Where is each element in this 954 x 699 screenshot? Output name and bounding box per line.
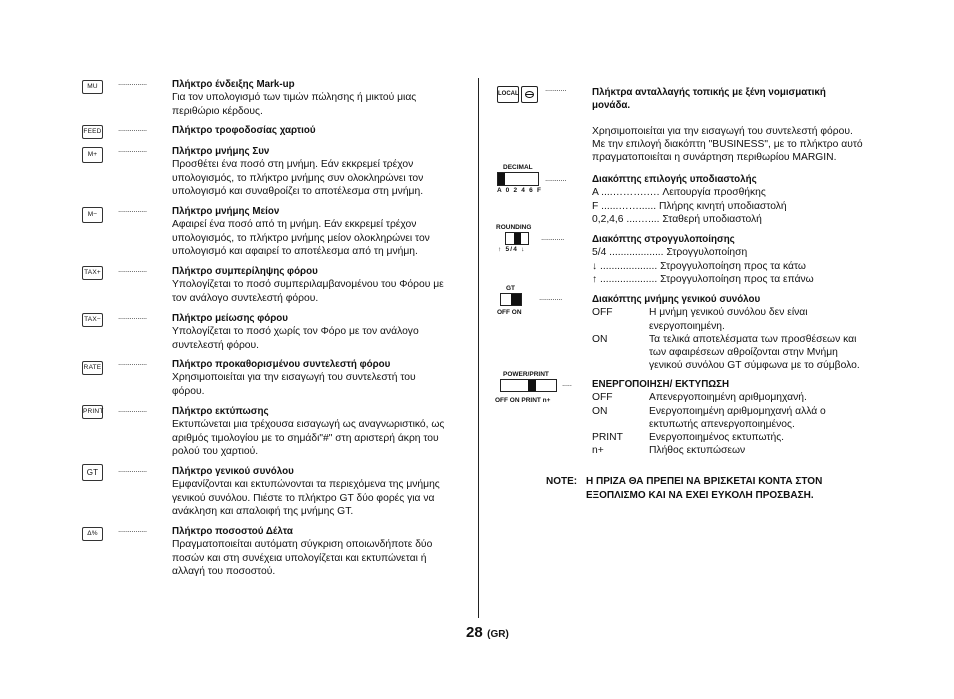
leader-dots: ............... bbox=[118, 124, 147, 133]
power-row: n+ Πλήθος εκτυπώσεων bbox=[592, 445, 746, 457]
entry-tax-plus bbox=[172, 265, 472, 305]
mu-key-icon: MU bbox=[82, 80, 103, 94]
arrow-down-icon: ↓ bbox=[521, 246, 526, 253]
entry-title: Πλήκτρο τροφοδοσίας χαρτιού bbox=[172, 125, 316, 136]
leader-dots: ............... bbox=[118, 465, 147, 474]
entry-desc: Εμφανίζονται και εκτυπώνονται τα περιεχόμενα της μνήμης γενικού συνόλου. Πιέστε το πλήκτρο GT δύο φορές για να ανάκληση και απαλοιφή της μνήμης GT. bbox=[172, 479, 440, 517]
entry-title: Πλήκτρο γενικού συνόλου bbox=[172, 466, 294, 477]
entry-feed bbox=[172, 124, 472, 137]
leader-dots: ............... bbox=[118, 265, 147, 274]
rounding-switch-knob bbox=[514, 233, 521, 244]
rounding-switch-icon bbox=[505, 232, 529, 245]
gt-switch-ticks: OFF ON bbox=[497, 309, 522, 316]
gt-switch-knob bbox=[511, 294, 521, 305]
note-text: Η ΠΡΙΖΑ ΘΑ ΠΡΕΠΕΙ ΝΑ ΒΡΙΣΚΕΤΑΙ ΚΟΝΤΑ ΣΤΟΝ ΕΞΟΠΛΙΣΜΟ ΚΑΙ ΝΑ ΕΧΕΙ ΕΥΚΟΛΗ ΠΡΟΣΒΑΣΗ. bbox=[586, 476, 823, 501]
entry-title: Διακόπτης επιλογής υποδιαστολής bbox=[592, 174, 757, 185]
page-number bbox=[466, 624, 509, 642]
entry-desc: Χρησιμοποιείται για την εισαγωγή του συντελεστή του φόρου. bbox=[172, 372, 416, 397]
entry-tax-minus bbox=[172, 312, 472, 352]
column-divider bbox=[478, 78, 479, 618]
delta-percent-key-icon: Δ% bbox=[82, 527, 103, 541]
entry-desc: Υπολογίζεται το ποσό χωρίς τον Φόρο με τον ανάλογο συντελεστή φόρου. bbox=[172, 326, 419, 351]
gt-switch-label: GT bbox=[506, 285, 516, 292]
entry-title: Πλήκτρο ένδειξης Mark-up bbox=[172, 79, 295, 90]
decimal-row: 0,2,4,6 ....….... Σταθερή υποδιαστολή bbox=[592, 213, 762, 225]
decimal-switch-knob bbox=[498, 173, 505, 185]
power-row: PRINT Ενεργοποιημένος εκτυπωτής. bbox=[592, 432, 785, 444]
entry-desc: Αφαιρεί ένα ποσό από τη μνήμη. Εάν εκκρεμεί τρέχον υπολογισμός, το πλήκτρο μνήμης μείον ολοκληρώνει τον υπολογισμό και αφαιρεί το αποτέλεσμα από τη μνήμη. bbox=[172, 219, 430, 257]
tax-plus-key-icon: TAX+ bbox=[82, 266, 103, 280]
m-minus-key-icon: M− bbox=[82, 207, 103, 223]
entry-mu bbox=[172, 78, 472, 118]
leader-dots: ............... bbox=[118, 358, 147, 367]
m-plus-key-icon: M+ bbox=[82, 147, 103, 163]
leader-dots: ............... bbox=[118, 78, 147, 87]
rate-key-icon: RATE bbox=[82, 361, 103, 375]
entry-title: Πλήκτρο μείωσης φόρου bbox=[172, 313, 288, 324]
rounding-switch-ticks: ↑ 5/4 ↓ bbox=[498, 246, 526, 253]
note-label: NOTE: bbox=[546, 476, 578, 487]
entry-local-foreign bbox=[592, 86, 892, 164]
power-print-switch-icon bbox=[500, 379, 557, 392]
entry-gt bbox=[172, 465, 472, 518]
leader-dots: ..... bbox=[562, 379, 572, 388]
leader-dots: ........... bbox=[545, 174, 567, 183]
local-key-icon: LOCAL bbox=[497, 86, 519, 103]
entry-title: ΕΝΕΡΓΟΠΟΙΗΣΗ/ ΕΚΤΥΠΩΣΗ bbox=[592, 379, 730, 390]
entry-title: Πλήκτρο μνήμης Συν bbox=[172, 146, 270, 157]
tax-minus-key-icon: TAX− bbox=[82, 313, 103, 327]
entry-title: Διακόπτης μνήμης γενικού συνόλου bbox=[592, 294, 761, 305]
decimal-switch-icon bbox=[497, 172, 539, 186]
rounding-switch-label: ROUNDING bbox=[496, 224, 532, 231]
gt-row: OFF Η μνήμη γενικού συνόλου δεν είναι ενεργοποιημένη. bbox=[592, 307, 808, 332]
gt-key-icon: GT bbox=[82, 464, 103, 481]
leader-dots: ............... bbox=[118, 405, 147, 414]
entry-gt-switch bbox=[592, 293, 892, 373]
power-print-switch-knob bbox=[528, 380, 536, 391]
page-number-suffix: (GR) bbox=[487, 629, 509, 640]
leader-dots: ........... bbox=[545, 84, 567, 93]
decimal-switch-label: DECIMAL bbox=[503, 164, 533, 171]
entry-title: Πλήκτρο συμπερίληψης φόρου bbox=[172, 266, 318, 277]
power-print-switch-label: POWER/PRINT bbox=[503, 371, 549, 378]
entry-desc: Πραγματοποιείται αυτόματη σύγκριση οποιωνδήποτε δύο ποσών και στη συνέχεια υπολογίζεται και εκτυπώνεται ή αλλαγή του ποσοστού. bbox=[172, 539, 433, 577]
leader-dots: ............... bbox=[118, 525, 147, 534]
gt-switch-icon bbox=[500, 293, 522, 306]
entry-rounding bbox=[592, 233, 892, 286]
entry-power-print bbox=[592, 378, 892, 458]
gt-row: ON Τα τελικά αποτελέσματα των προσθέσεων και των αφαιρέσεων αθροίζονται στην Μνήμη γενικού συνόλου GT σύμφωνα με το σύμβολο. bbox=[592, 333, 860, 372]
power-print-switch-ticks: OFF ON PRINT n+ bbox=[495, 397, 551, 404]
leader-dots: ............... bbox=[118, 145, 147, 154]
rounding-row: 5/4 ................... Στρογγυλοποίηση bbox=[592, 247, 748, 259]
leader-dots: ............... bbox=[118, 312, 147, 321]
page-number-value: 28 bbox=[466, 624, 483, 641]
entry-title: Πλήκτρα ανταλλαγής τοπικής με ξένη νομισματική μονάδα. bbox=[592, 87, 826, 112]
entry-m-minus bbox=[172, 205, 472, 258]
entry-decimal bbox=[592, 173, 892, 226]
entry-desc: Εκτυπώνεται μια τρέχουσα εισαγωγή ως αναγνωριστικό, ως αριθμός τιμολογίου με το σημάδι"#" στη αριστερή άκρη του ρολού του χαρτιού. bbox=[172, 419, 445, 457]
entry-desc: Χρησιμοποιείται για την εισαγωγή του συντελεστή φόρου. Με την επιλογή διακόπτη "BUSINESS", με το πλήκτρο αυτό πραγματοποιείται η συνάρτηση περιθωρίου MARGIN. bbox=[592, 125, 863, 164]
entry-title: Πλήκτρο προκαθορισμένου συντελεστή φόρου bbox=[172, 359, 391, 370]
entry-m-plus bbox=[172, 145, 472, 198]
leader-dots: ............... bbox=[118, 205, 147, 214]
entry-desc: Για τον υπολογισμό των τιμών πώλησης ή μικτού μιας περιθώριο κέρδους. bbox=[172, 92, 417, 117]
leader-dots: ............ bbox=[539, 293, 563, 302]
entry-rate bbox=[172, 358, 472, 398]
decimal-switch-ticks: A 0 2 4 6 F bbox=[497, 187, 543, 194]
entry-print bbox=[172, 405, 472, 458]
print-key-icon: PRINT bbox=[82, 405, 103, 419]
entry-desc: Προσθέτει ένα ποσό στη μνήμη. Εάν εκκρεμεί τρέχον υπολογισμός, το πλήκτρο μνήμης συν ολοκληρώνει τον υπολογισμό και συναθροίζει το αποτέλεσμα στη μνήμη. bbox=[172, 159, 424, 197]
leader-dots: ............ bbox=[541, 233, 565, 242]
decimal-row: F ......……...... Πλήρης κινητή υποδιαστολή bbox=[592, 200, 787, 212]
arrow-up-icon: ↑ bbox=[498, 246, 503, 253]
entry-desc: Υπολογίζεται το ποσό συμπεριλαμβανομένου του Φόρου με τον ανάλογο συντελεστή φόρου. bbox=[172, 279, 444, 304]
entry-title: Πλήκτρο ποσοστού Δέλτα bbox=[172, 526, 293, 537]
power-row: ON Ενεργοποιημένη αριθμομηχανή αλλά ο εκτυπωτής απενεργοποιημένος. bbox=[592, 405, 826, 430]
power-row: OFF Απενεργοποιημένη αριθμομηχανή. bbox=[592, 392, 807, 404]
entry-delta-percent bbox=[172, 525, 472, 578]
entry-title: Πλήκτρο εκτύπωσης bbox=[172, 406, 269, 417]
entry-title: Διακόπτης στρογγυλοποίησης bbox=[592, 234, 735, 245]
decimal-row: A ....……….…. Λειτουργία προσθήκης bbox=[592, 187, 766, 199]
rounding-row: ↑ .................... Στρογγυλοποίηση προς τα επάνω bbox=[592, 273, 814, 285]
rounding-row: ↓ .................... Στρογγυλοποίηση προς τα κάτω bbox=[592, 260, 806, 272]
feed-key-icon: FEED bbox=[82, 125, 103, 139]
entry-title: Πλήκτρο μνήμης Μείον bbox=[172, 206, 280, 217]
currency-key-icon bbox=[521, 86, 538, 103]
